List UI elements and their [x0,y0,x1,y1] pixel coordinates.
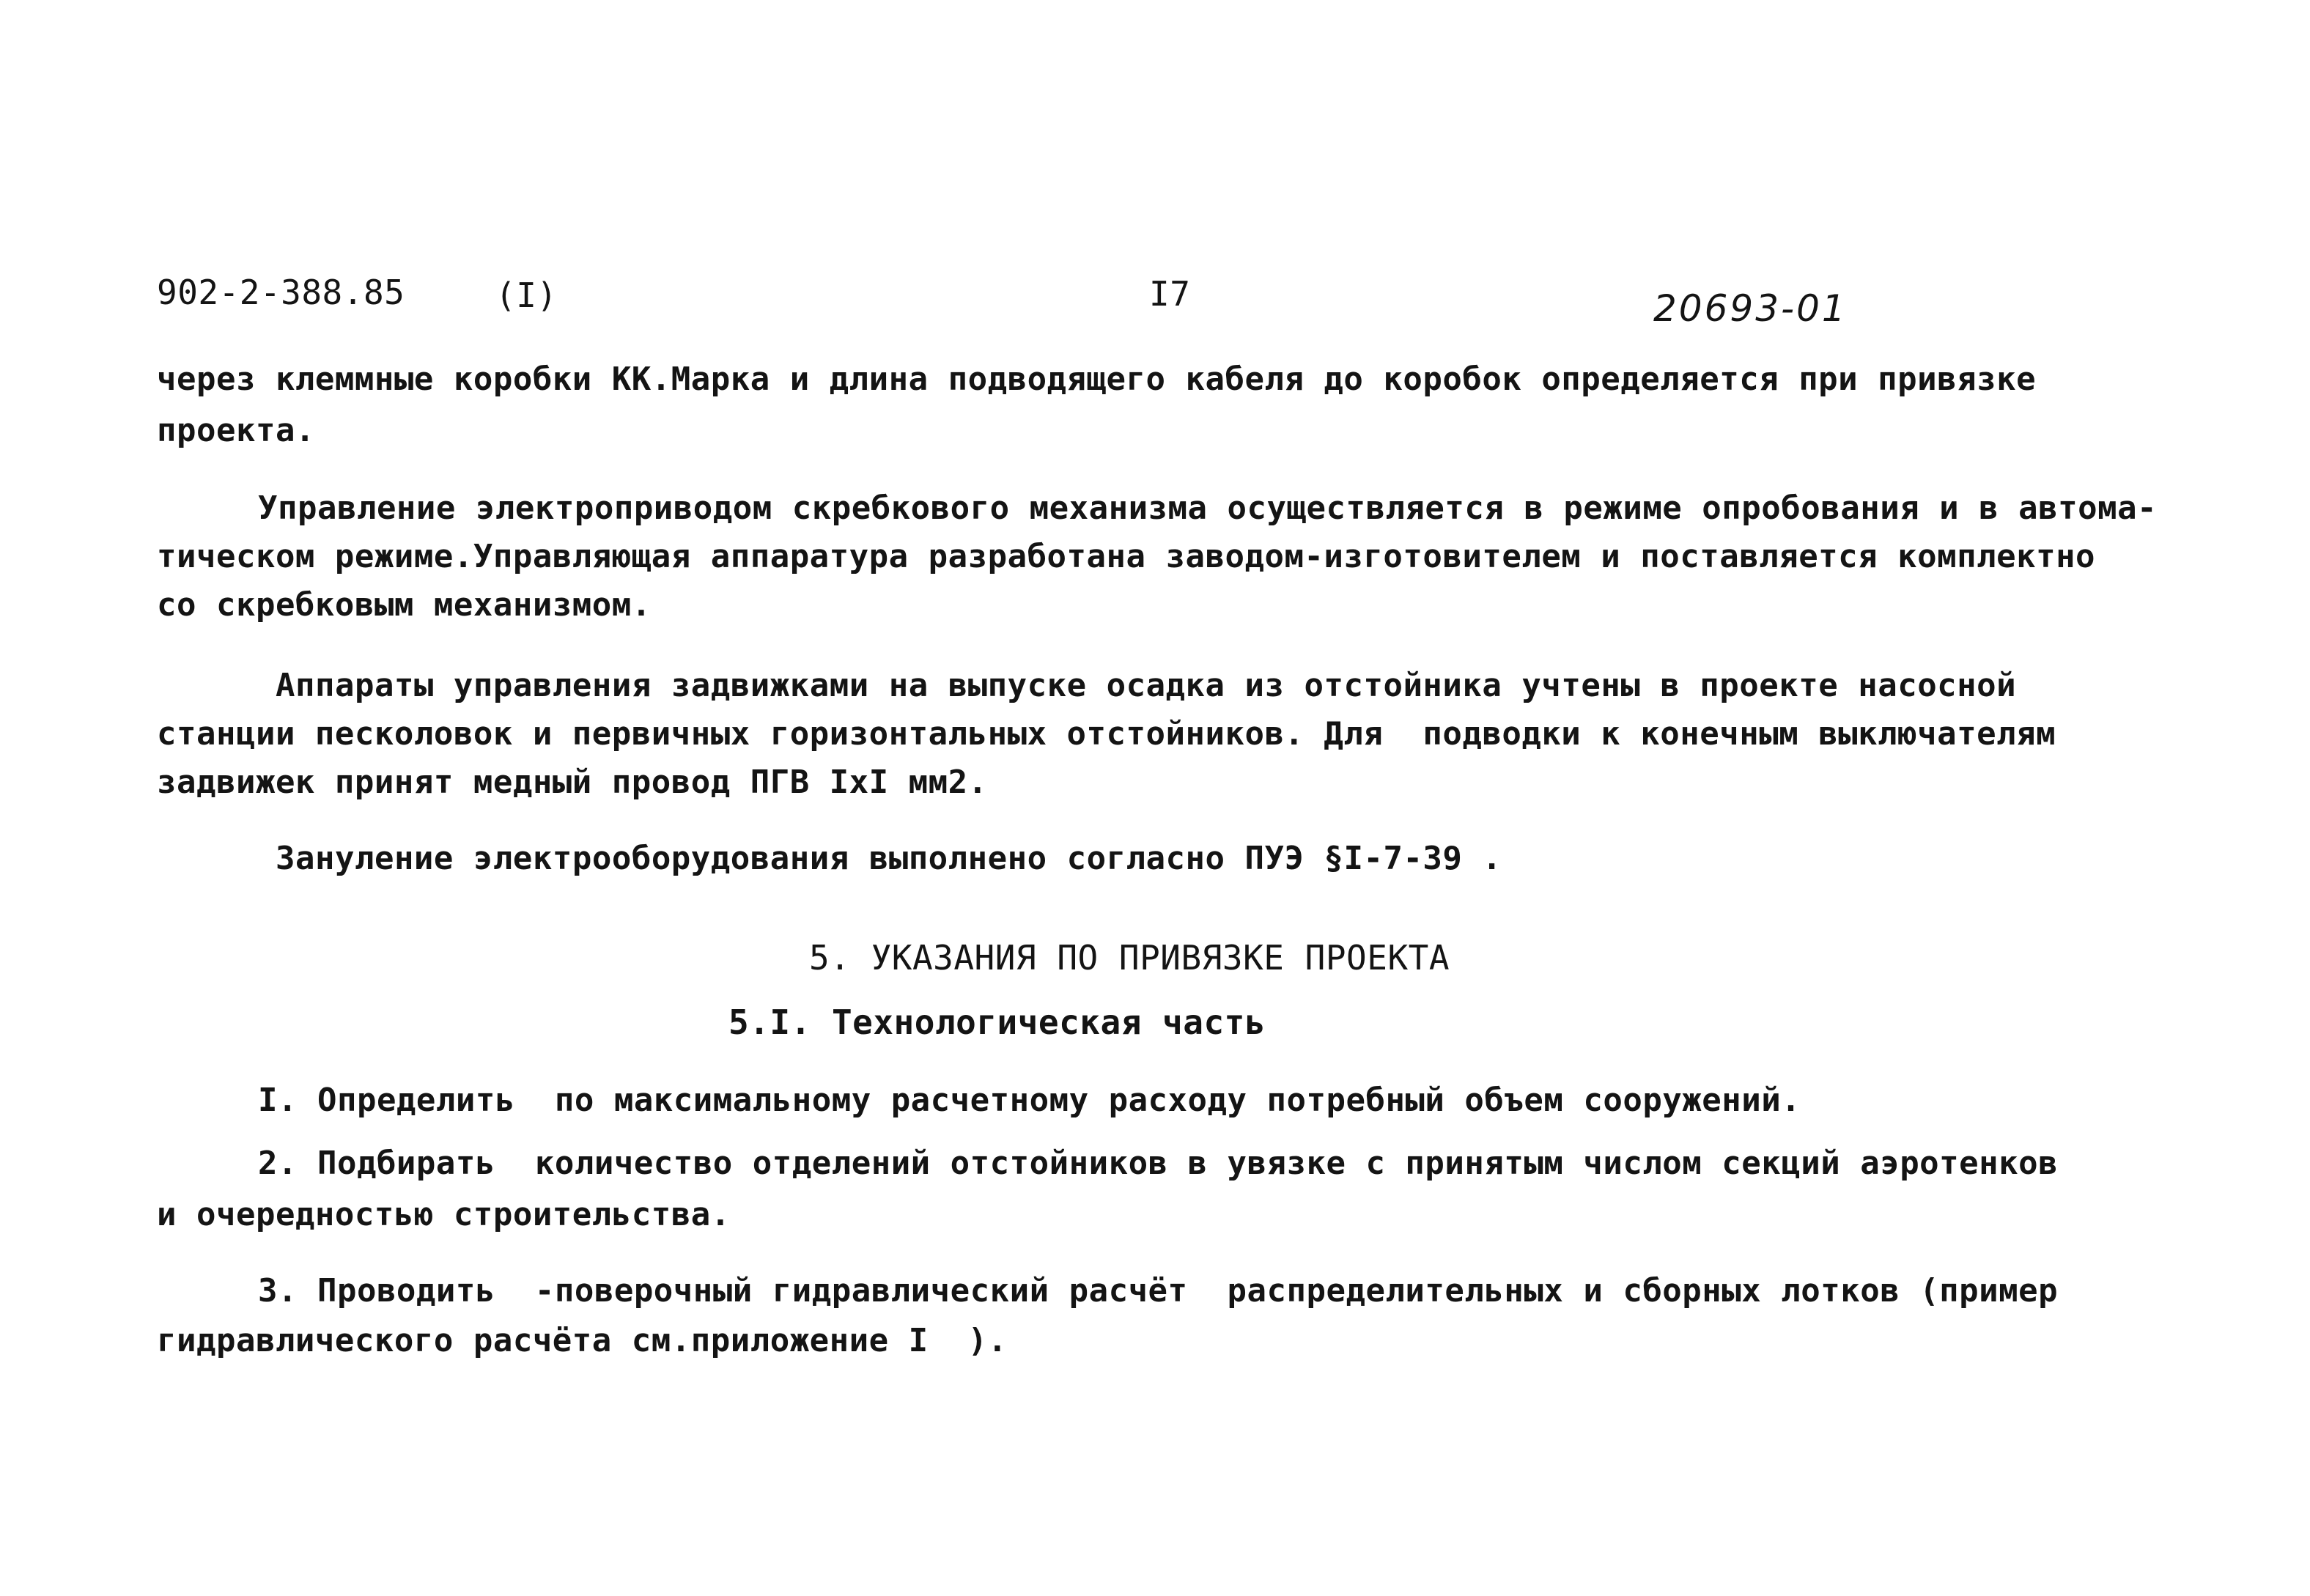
paragraph-line: Управление электроприводом скребкового механизма осуществляется в режиме опробования и в автома- [258,489,2158,527]
item-line: I. Определить по максимальному расчетному расходу потребный объем сооружений. [258,1082,1801,1119]
inventory-number: 20693-01 [1653,287,1848,330]
item-line: 2. Подбирать количество отделений отстойников в увязке с принятым числом секций аэротенков [258,1145,2059,1182]
page-number: I7 [1149,274,1191,314]
document-code: 902-2-388.85 [157,273,405,312]
item-line: и очередностью строительства. [157,1196,731,1233]
paragraph-line: проекта. [157,412,315,449]
item-line: гидравлического расчёта см.приложение I ). [157,1322,1008,1359]
paragraph-line: со скребковым механизмом. [157,586,652,624]
paragraph-line: Зануление электрооборудования выполнено согласно ПУЭ §I-7-39 . [276,840,1502,877]
paragraph-line: тическом режиме.Управляющая аппаратура разработана заводом-изготовителем и поставляется комплектно [157,538,2096,575]
paragraph-line: станции песколовок и первичных горизонтальных отстойников. Для подводки к конечным выключателям [157,715,2056,753]
paragraph-line: Аппараты управления задвижками на выпуске осадка из отстойника учтены в проекте насосной [276,667,2017,704]
item-line: 3. Проводить -поверочный гидравлический расчёт распределительных и сборных лотков (пример [258,1272,2059,1309]
paragraph-line: через клеммные коробки КК.Марка и длина подводящего кабеля до коробок определяется при привязке [157,361,2037,398]
volume-number: (I) [495,276,558,315]
subsection-title: 5.I. Технологическая часть [728,1002,1266,1042]
section-title: 5. УКАЗАНИЯ ПО ПРИВЯЗКЕ ПРОЕКТА [809,938,1450,978]
paragraph-line: задвижек принят медный провод ПГВ IxI мм2. [157,764,988,801]
